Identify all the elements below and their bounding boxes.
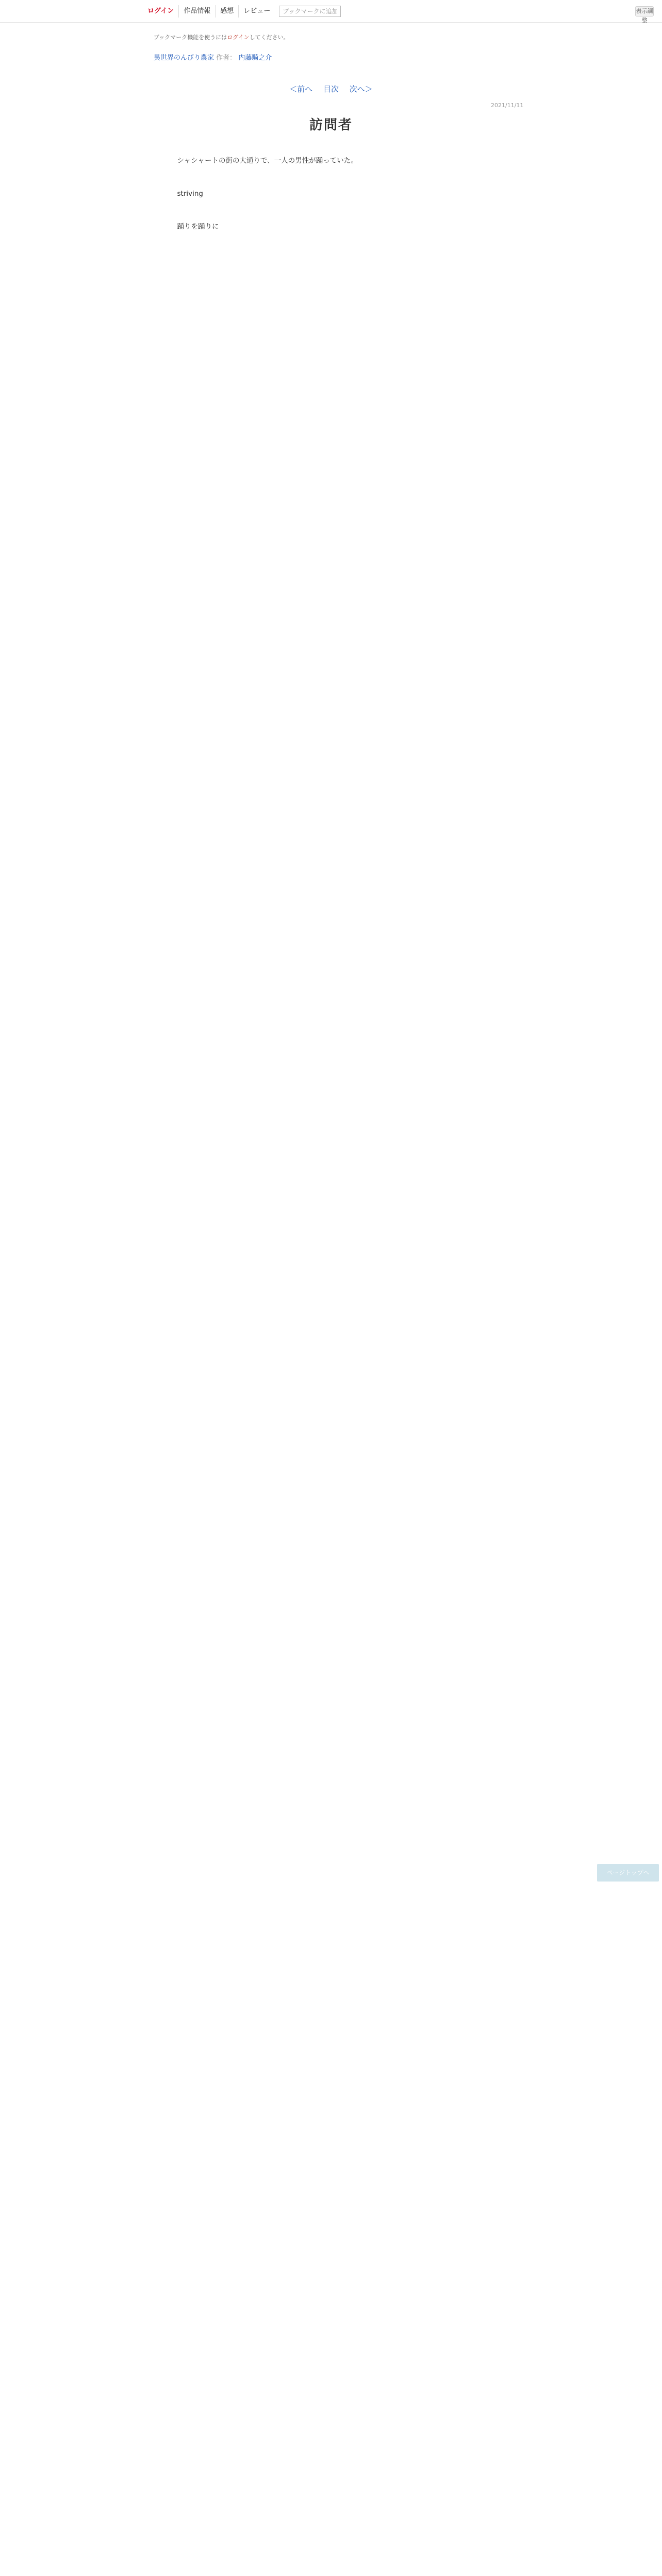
author-label: 作者：: [216, 54, 237, 62]
update-date: 2021/11/11: [491, 102, 524, 109]
top-navigation-bar: [0, 0, 662, 23]
top-nav-links: [145, 5, 341, 18]
bookmark-note-suffix: してください。: [249, 34, 289, 41]
feel-link[interactable]: 感想: [216, 5, 239, 18]
body-paragraph: striving: [170, 190, 203, 198]
paragraph-gap: [170, 200, 490, 221]
bookmark-login-link[interactable]: ログイン: [227, 34, 250, 41]
author-link[interactable]: 内藤騎之介: [238, 54, 272, 62]
body-paragraph: シャシャートの街の大通りで、一人の男性が踊っていた。: [170, 157, 358, 165]
bookmark-note: [154, 33, 515, 42]
bookmark-note-prefix: ブックマーク機能を使うには: [154, 34, 227, 41]
index-link[interactable]: 目次: [323, 84, 339, 94]
review-link[interactable]: レビュー: [243, 7, 271, 15]
prev-chapter-link[interactable]: ＜前へ: [289, 84, 313, 94]
paragraph-gap: [170, 167, 490, 188]
login-link[interactable]: ログイン: [145, 5, 179, 18]
next-chapter-link[interactable]: 次へ＞: [349, 84, 373, 94]
paragraph-gap: [170, 233, 490, 253]
body-paragraph: 踊りを踊りに: [170, 223, 219, 231]
page-top-button[interactable]: ページトップへ: [597, 1864, 659, 1882]
sub-header: [154, 33, 515, 63]
series-row: [154, 54, 515, 63]
work-info-link[interactable]: 作品情報: [179, 5, 216, 18]
chapter-title: 訪問者: [309, 117, 353, 133]
series-title-link[interactable]: 異世界のんびり農家: [154, 54, 214, 62]
bookmark-input[interactable]: [279, 6, 341, 17]
chapter-pager: [0, 83, 662, 94]
chapter-body: [170, 155, 490, 253]
display-settings-button[interactable]: 表示調整: [635, 6, 654, 16]
